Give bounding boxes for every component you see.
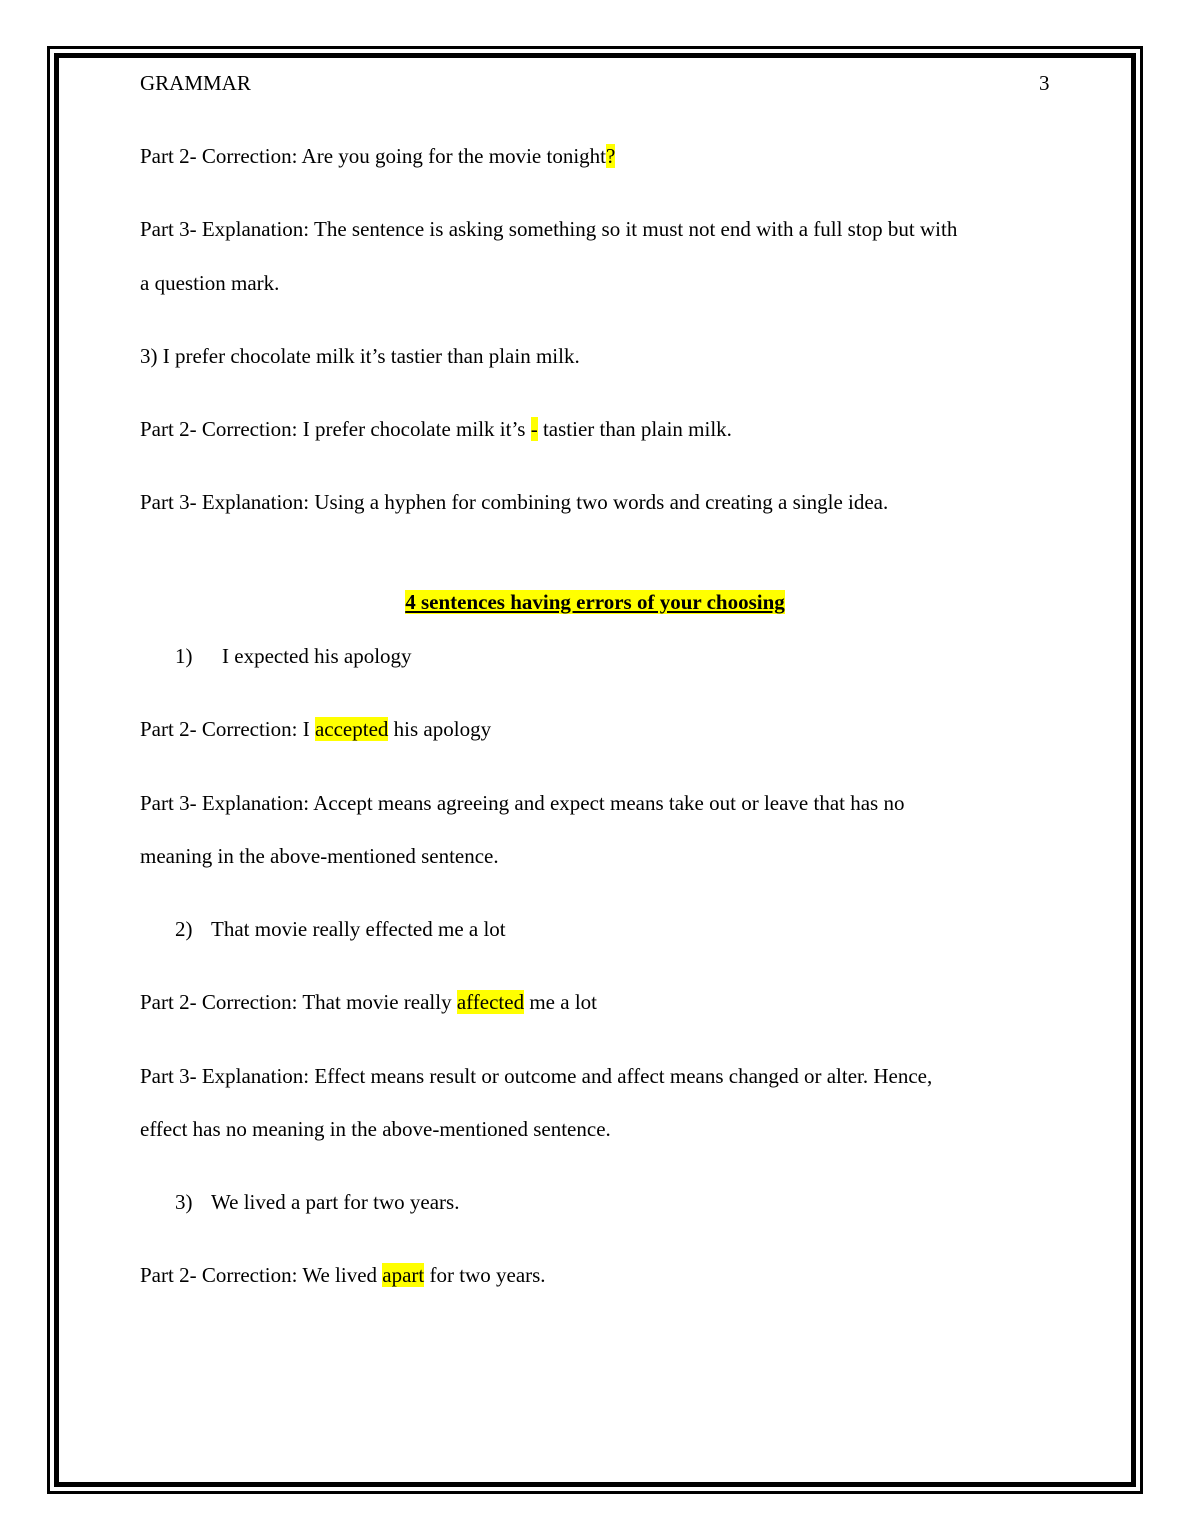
correction-paragraph bbox=[140, 144, 615, 168]
correction-text: Part 2- Correction: We lived bbox=[140, 1263, 383, 1287]
correction-text: Part 2- Correction: I prefer chocolate milk it’s bbox=[140, 417, 531, 441]
explanation-line: meaning in the above-mentioned sentence. bbox=[140, 844, 499, 868]
correction-text: his apology bbox=[388, 717, 492, 741]
list-item-sentence: That movie really effected me a lot bbox=[211, 917, 506, 941]
section-heading bbox=[0, 590, 1190, 614]
highlighted-correction: apart bbox=[382, 1263, 425, 1287]
page-number: 3 bbox=[1039, 71, 1050, 95]
highlighted-correction: accepted bbox=[314, 717, 389, 741]
list-number: 1) bbox=[175, 644, 193, 668]
section-heading-text: 4 sentences having errors of your choosing bbox=[405, 590, 785, 614]
correction-text: tastier than plain milk. bbox=[537, 417, 732, 441]
correction-text: Part 2- Correction: That movie really bbox=[140, 990, 457, 1014]
correction-paragraph bbox=[140, 717, 491, 741]
correction-text: for two years. bbox=[424, 1263, 546, 1287]
explanation-line: effect has no meaning in the above-mentioned sentence. bbox=[140, 1117, 611, 1141]
list-item-sentence: We lived a part for two years. bbox=[211, 1190, 460, 1214]
correction-paragraph bbox=[140, 1263, 546, 1287]
explanation-line: Part 3- Explanation: Using a hyphen for combining two words and creating a single idea. bbox=[140, 490, 889, 514]
correction-paragraph bbox=[140, 990, 597, 1014]
highlighted-correction: ? bbox=[606, 144, 616, 168]
list-number: 3) bbox=[175, 1190, 193, 1214]
correction-paragraph bbox=[140, 417, 732, 441]
running-header: GRAMMAR bbox=[140, 71, 251, 95]
list-number: 2) bbox=[175, 917, 193, 941]
sentence-item: 3) I prefer chocolate milk it’s tastier than plain milk. bbox=[140, 344, 580, 368]
explanation-line: Part 3- Explanation: Effect means result or outcome and affect means changed or alter. Hence, bbox=[140, 1064, 933, 1088]
explanation-line: a question mark. bbox=[140, 271, 280, 295]
correction-text: me a lot bbox=[524, 990, 597, 1014]
highlighted-correction: affected bbox=[456, 990, 525, 1014]
correction-text: Part 2- Correction: I bbox=[140, 717, 315, 741]
correction-text: Part 2- Correction: Are you going for the movie tonight bbox=[140, 144, 606, 168]
explanation-line: Part 3- Explanation: Accept means agreeing and expect means take out or leave that has no bbox=[140, 791, 905, 815]
list-item-sentence: I expected his apology bbox=[222, 644, 412, 668]
explanation-line: Part 3- Explanation: The sentence is asking something so it must not end with a full stop but with bbox=[140, 217, 958, 241]
highlighted-correction: - bbox=[530, 417, 538, 441]
